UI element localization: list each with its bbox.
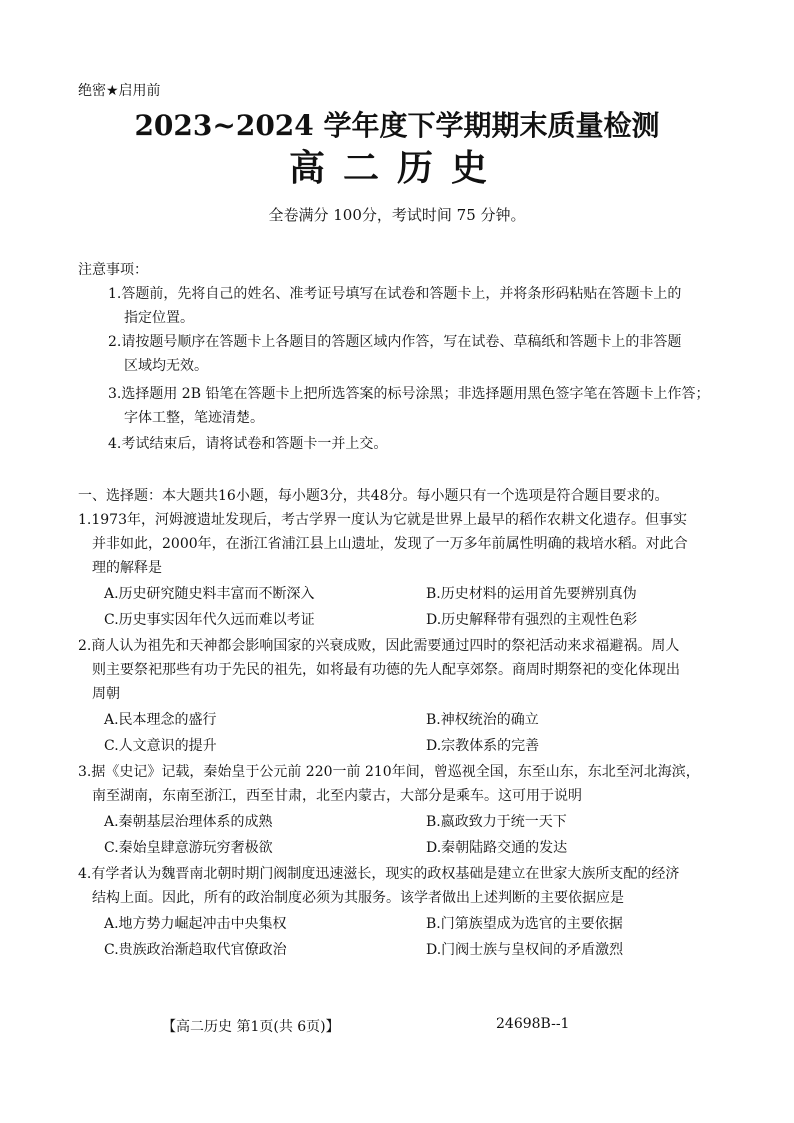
question-1-line-1: 1.1973年，河姆渡遗址发现后，考古学界一度认为它就是世界上最早的稻作农耕文化遗存。但事实 bbox=[78, 512, 687, 528]
notice-item-1-line-2: 指定位置。 bbox=[124, 310, 194, 326]
question-2-option-c: C.人文意识的提升 bbox=[104, 738, 217, 754]
question-3-line-1: 3.据《史记》记载，秦始皇于公元前 220一前 210年间，曾巡视全国，东至山东，东北至河北海滨， bbox=[78, 764, 700, 780]
question-1-option-c: C.历史事实因年代久远而难以考证 bbox=[104, 612, 315, 628]
question-2-line-3: 周朝 bbox=[92, 686, 120, 702]
question-3-option-a: A.秦朝基层治理体系的成熟 bbox=[104, 814, 273, 830]
notice-item-3-line-2: 字体工整，笔迹清楚。 bbox=[124, 410, 264, 426]
question-1-option-b: B.历史材料的运用首先要辨别真伪 bbox=[426, 586, 637, 602]
page-footer-label: 【高二历史 第1页(共 6页)】 bbox=[162, 1019, 340, 1035]
subject-title: 高二历史 bbox=[288, 147, 505, 189]
question-2-line-2: 则主要祭祀那些有功于先民的祖先，如将最有功德的先人配享郊祭。商周时期祭祀的变化体现出 bbox=[92, 662, 680, 678]
notice-item-4-line-1: 4.考试结束后，请将试卷和答题卡一并上交。 bbox=[108, 436, 388, 452]
question-4-option-b: B.门第族望成为选官的主要依据 bbox=[426, 916, 623, 932]
notice-item-1-line-1: 1.答题前，先将自己的姓名、准考证号填写在试卷和答题卡上，并将条形码粘贴在答题卡上的 bbox=[108, 286, 682, 302]
question-4-option-d: D.门阀士族与皇权间的矛盾激烈 bbox=[426, 942, 624, 958]
question-3-line-2: 南至湖南，东南至浙江，西至甘肃，北至内蒙古，大部分是乘车。这可用于说明 bbox=[92, 788, 582, 804]
question-1-line-3: 理的解释是 bbox=[92, 560, 162, 576]
question-3-option-b: B.嬴政致力于统一天下 bbox=[426, 814, 567, 830]
page-footer-code: 24698B--1 bbox=[496, 1016, 570, 1032]
notice-item-3-line-1: 3.选择题用 2B 铅笔在答题卡上把所选答案的标号涂黑；非选择题用黑色签字笔在答题卡上作答； bbox=[108, 386, 710, 402]
confidential-label: 绝密★启用前 bbox=[78, 83, 161, 99]
question-3-option-c: C.秦始皇肆意游玩穷奢极欲 bbox=[104, 840, 273, 856]
question-4-option-c: C.贵族政治渐趋取代官僚政治 bbox=[104, 942, 287, 958]
question-4-option-a: A.地方势力崛起冲击中央集权 bbox=[104, 916, 287, 932]
notice-heading: 注意事项： bbox=[78, 262, 148, 278]
question-4-line-2: 结构上面。因此，所有的政治制度必须为其服务。该学者做出上述判断的主要依据应是 bbox=[92, 890, 624, 906]
question-1-line-2: 并非如此，2000年，在浙江省浦江县上山遗址，发现了一万多年前属性明确的栽培水稻。对此合 bbox=[92, 536, 688, 552]
question-1-option-a: A.历史研究随史料丰富而不断深入 bbox=[104, 586, 315, 602]
question-2-option-a: A.民本理念的盛行 bbox=[104, 712, 217, 728]
question-2-option-b: B.神权统治的确立 bbox=[426, 712, 539, 728]
notice-item-2-line-1: 2.请按题号顺序在答题卡上各题目的答题区域内作答，写在试卷、草稿纸和答题卡上的非答题 bbox=[108, 334, 682, 350]
question-1-option-d: D.历史解释带有强烈的主观性色彩 bbox=[426, 612, 638, 628]
section-heading: 一、选择题：本大题共16小题，每小题3分，共48分。每小题只有一个选项是符合题目要求的。 bbox=[78, 488, 669, 504]
question-2-option-d: D.宗教体系的完善 bbox=[426, 738, 540, 754]
question-3-option-d: D.秦朝陆路交通的发达 bbox=[426, 840, 568, 856]
exam-title: 2023~2024 学年度下学期期末质量检测 bbox=[134, 109, 660, 142]
question-2-line-1: 2.商人认为祖先和天神都会影响国家的兴衰成败，因此需要通过四时的祭祀活动来求福避祸。周人 bbox=[78, 638, 680, 654]
notice-item-2-line-2: 区域均无效。 bbox=[124, 358, 208, 374]
score-time-line: 全卷满分 100分，考试时间 75 分钟。 bbox=[268, 206, 526, 224]
question-4-line-1: 4.有学者认为魏晋南北朝时期门阀制度迅速滋长，现实的政权基础是建立在世家大族所支配的经济 bbox=[78, 866, 680, 882]
